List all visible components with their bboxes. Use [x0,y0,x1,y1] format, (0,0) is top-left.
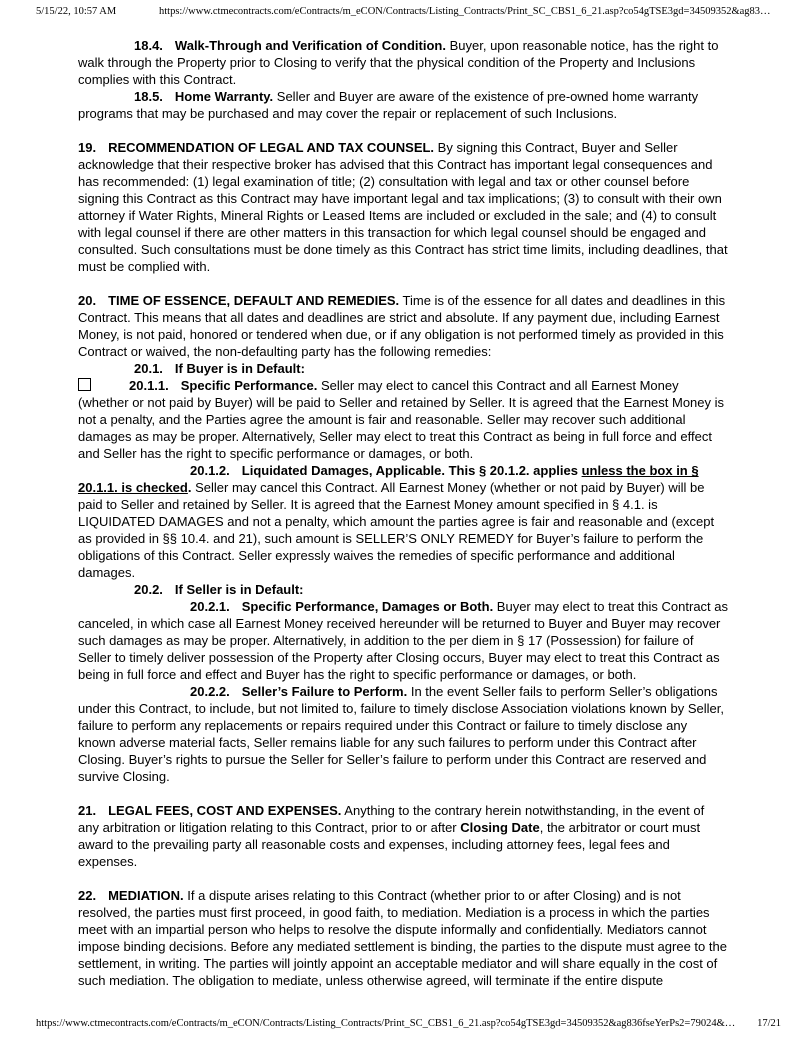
section-text: Buyer may elect to treat this Contract as canceled, in which case all Earnest Money received hereunder will be returned to Buyer and Buyer may recover such damages as may be proper. Alternatively, in addition to the per diem in § 17 (Possession) for failure of Seller to timely deliver possession of the Property after Closing occurs, Buyer may elect to treat this Contract as being in full force and effect and Buyer has the right to specific performance or damages, or both. [78,599,729,682]
section-title: Home Warranty. [174,89,274,104]
section-20-2-1 [78,598,728,683]
section-text: Anything to the contrary herein notwithstanding, in the event of any arbitration or litigation relating to this Contract, prior to or after [78,803,705,835]
section-21 [78,802,728,870]
section-text: Buyer, upon reasonable notice, has the right to walk through the Property prior to Closing to verify that the physical condition of the Property and Inclusions complies with this Contract. [78,38,719,87]
section-title: MEDIATION. [108,888,184,903]
print-datetime: 5/15/22, 10:57 AM [36,6,117,17]
closing-date-term: Closing Date [460,820,540,835]
section-number: 20. [78,293,97,308]
section-title: Specific Performance. [180,378,318,393]
section-18-4 [78,37,728,88]
section-title: Liquidated Damages, Applicable. This § 20.1.2. applies [241,463,582,478]
section-text: Seller may elect to cancel this Contract and all Earnest Money (whether or not paid by Buyer) will be paid to Seller and retained by Seller. It is agreed that the Earnest Money is not a penalty, and the Parties agree the amount is fair and reasonable. Seller may recover such additional damages as may be proper. Alternatively, Seller may elect to treat this Contract as being in full force and effect and Seller has the right to specific performance or damages, or both. [78,378,725,461]
page-number: 17/21 [757,1018,781,1029]
section-20-1 [78,360,728,377]
section-text: In the event Seller fails to perform Seller’s obligations under this Contract, to include, but not limited to, failure to timely disclose Association violations known by Seller, failure to perform any replacements or repairs required under this Contract or failure to timely disclose any known adverse material facts, Seller remains liable for any such failures to perform under this Contract after Closing. Buyer’s rights to pursue the Seller for Seller’s failure to perform under this Contract are reserved and survive Closing. [78,684,724,784]
section-title: Walk-Through and Verification of Condition. [174,38,446,53]
section-title: RECOMMENDATION OF LEGAL AND TAX COUNSEL. [108,140,435,155]
print-footer [36,1018,781,1034]
section-number: 18.5. [134,89,163,104]
section-number: 20.1.2. [190,463,230,478]
section-title: TIME OF ESSENCE, DEFAULT AND REMEDIES. [108,293,400,308]
section-number: 20.2.2. [190,684,230,699]
section-text: Time is of the essence for all dates and deadlines in this Contract. This means that all dates and deadlines are strict and absolute. If any payment due, including Earnest Money, is not paid, honored or tendered when due, or if any obligation is not performed timely as provided in this Contract or waived, the non-defaulting party has the following remedies: [78,293,726,359]
section-20-2 [78,581,728,598]
section-number: 20.1. [134,361,163,376]
section-title: Seller’s Failure to Perform. [241,684,408,699]
section-title: LEGAL FEES, COST AND EXPENSES. [108,803,342,818]
section-number: 22. [78,888,97,903]
section-18-5 [78,88,728,122]
section-20-1-2 [78,462,728,581]
print-header [36,6,781,22]
section-title: If Buyer is in Default: [174,361,305,376]
section-number: 20.1.1. [129,378,169,393]
section-22 [78,887,728,989]
section-number: 20.2. [134,582,163,597]
contract-body [78,37,728,989]
section-title-end: . [187,480,192,495]
section-number: 18.4. [134,38,163,53]
section-title-underlined: unless the box in § 20.1.1. is checked [78,463,699,495]
section-text: By signing this Contract, Buyer and Seller acknowledge that their respective broker has advised that this Contract has important legal consequences and has recommended: (1) legal examination of title; (2) consultation with legal and tax or other counsel before signing this Contract as this Contract may have important legal and tax implications; (3) to consult with their own attorney if Water Rights, Mineral Rights or Leased Items are included or excluded in the sale; and (4) to consult with legal counsel if there are other matters in this transaction for which legal counsel should be engaged and consulted. Such consultations must be done timely as this Contract has strict time limits, including deadlines, that must be complied with. [78,140,728,274]
section-number: 21. [78,803,97,818]
footer-url: https://www.ctmecontracts.com/eContracts/m_eCON/Contracts/Listing_Contracts/Print_SC_CBS1_6_21.asp?co54gTSE3gd=34509352&ag836fseYerPs2=79024&… [36,1018,736,1029]
section-number: 19. [78,140,97,155]
specific-performance-checkbox[interactable] [78,378,91,391]
section-text: Seller and Buyer are aware of the existence of pre-owned home warranty programs that may be purchased and may cover the repair or replacement of such Inclusions. [78,89,699,121]
section-title: Specific Performance, Damages or Both. [241,599,494,614]
section-text: If a dispute arises relating to this Contract (whether prior to or after Closing) and is not resolved, the parties must first proceed, in good faith, to mediation. Mediation is a process in which the parties meet with an impartial person who helps to resolve the dispute informally and confidentially. Mediators cannot impose binding decisions. Before any mediated settlement is binding, the parties to the dispute must agree to the settlement, in writing. The parties will jointly appoint an acceptable mediator and will share equally in the cost of such mediation. The obligation to mediate, unless otherwise agreed, will terminate if the entire dispute [78,888,727,988]
print-url: https://www.ctmecontracts.com/eContracts/m_eCON/Contracts/Listing_Contracts/Print_SC_CBS1_6_21.asp?co54gTSE3gd=34509352&ag83… [159,6,771,17]
section-19 [78,139,728,275]
section-number: 20.2.1. [190,599,230,614]
section-20-1-1 [78,377,728,462]
section-text: Seller may cancel this Contract. All Earnest Money (whether or not paid by Buyer) will be paid to Seller and retained by Seller. It is agreed that the Earnest Money amount specified in § 4.1. is LIQUIDATED DAMAGES and not a penalty, which amount the parties agree is fair and reasonable and (except as provided in §§ 10.4. and 21), such amount is SELLER’S ONLY REMEDY for Buyer’s failure to perform the obligations of this Contract. Seller expressly waives the remedies of specific performance and additional damages. [78,480,715,580]
section-20 [78,292,728,360]
section-text-cont: , the arbitrator or court must award to the prevailing party all reasonable costs and expenses, including attorney fees, legal fees and expenses. [78,820,701,869]
section-title: If Seller is in Default: [174,582,304,597]
section-20-2-2 [78,683,728,785]
